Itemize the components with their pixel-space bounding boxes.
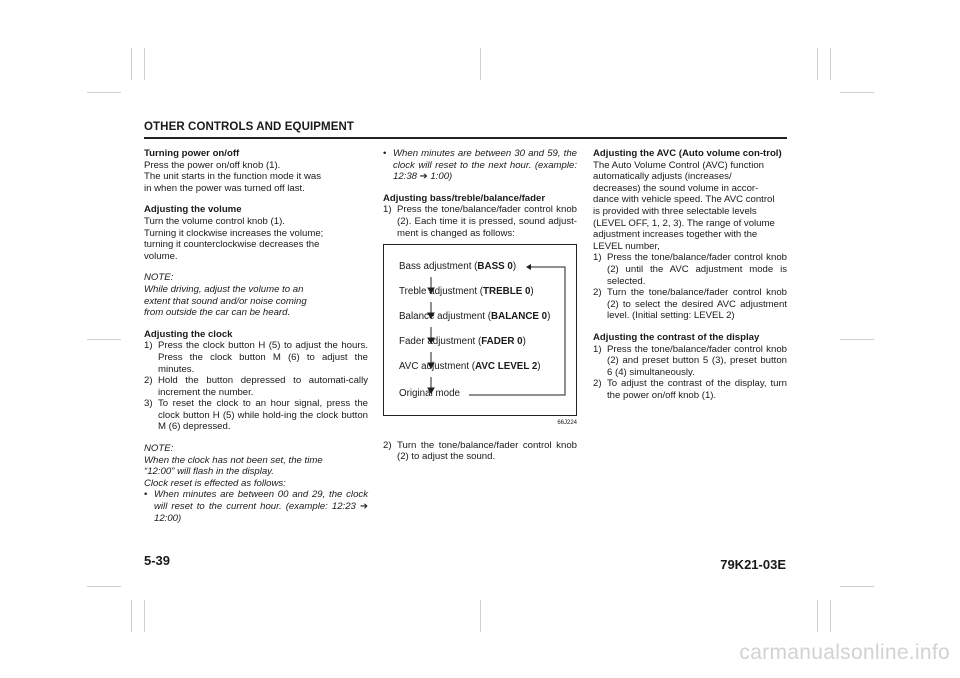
text-line: Press the power on/off knob (1). (144, 159, 281, 171)
text-line: adjustment increases together with the (593, 229, 758, 241)
item-number: 1) (144, 340, 153, 352)
text-line: LEVEL number, (593, 240, 660, 252)
volume-section (144, 204, 368, 262)
volume-heading: Adjusting the volume (144, 204, 242, 216)
crop-mark (480, 600, 481, 632)
item-number: 2) (593, 287, 602, 299)
crop-mark (87, 586, 121, 587)
item-number: 3) (144, 398, 153, 410)
diagram-label-fader: Fader adjustment (FADER 0) (399, 336, 526, 348)
text-line: in when the power was turned off last. (144, 182, 305, 194)
crop-mark (87, 339, 121, 340)
diagram-label-avc: AVC adjustment (AVC LEVEL 2) (399, 361, 541, 373)
text-line: automatically adjusts (increases/ (593, 171, 732, 183)
bullet-dot-icon: • (383, 148, 387, 159)
crop-mark (840, 339, 874, 340)
bullet-dot-icon: • (144, 489, 148, 501)
note-line: extent that sound and/or noise coming (144, 295, 307, 307)
note-line: While driving, adjust the volume to an (144, 283, 304, 295)
watermark: carmanualsonline.info (739, 641, 950, 664)
item-number: 1) (593, 252, 602, 264)
text-line: The unit starts in the function mode it was (144, 171, 322, 183)
list-item (144, 398, 368, 433)
bass-section (383, 193, 577, 239)
item-number: 2) (144, 375, 153, 387)
list-item (593, 344, 787, 379)
item-number: 1) (383, 204, 392, 216)
crop-mark (830, 600, 831, 632)
text-line: Turning it clockwise increases the volume; (144, 227, 324, 239)
item-text: Press the tone/balance/fader control knob (2) and preset button 5 (3), preset button 6 (4) simultaneously. (607, 343, 787, 378)
diagram-label-bass: Bass adjustment (BASS 0) (399, 261, 517, 273)
item-number: 2) (593, 378, 602, 390)
sound-adjustment-diagram (383, 244, 577, 416)
list-item (593, 252, 787, 287)
crop-mark (144, 48, 145, 80)
crop-mark (87, 92, 121, 93)
text-line: The Auto Volume Control (AVC) function (593, 159, 764, 171)
text-line: dance with vehicle speed. The AVC control (593, 194, 775, 206)
diagram-label-original: Original mode (399, 388, 460, 400)
crop-mark (131, 48, 132, 80)
section-title: OTHER CONTROLS AND EQUIPMENT (144, 121, 355, 133)
clock-section (144, 329, 368, 433)
bullet-item (144, 489, 368, 524)
list-item (144, 340, 368, 375)
item-text: Hold the button depressed to automati-cally increment the number. (158, 375, 368, 398)
bullet-text: When minutes are between 30 and 59, the clock will reset to the next hour. (example: 12:38 ➔ 1:00) (393, 148, 577, 183)
item-text: Turn the tone/balance/fader control knob (2) to select the desired AVC adjustment level. (Initial setting: LEVEL 2) (607, 287, 787, 322)
note-title: NOTE: (144, 443, 174, 455)
item-text: Press the clock button H (5) to adjust the hours. Press the clock button M (6) to adjust the minutes. (158, 340, 368, 375)
list-item (383, 204, 577, 239)
crop-mark (817, 600, 818, 632)
text-line: volume. (144, 250, 178, 262)
column-left (144, 148, 368, 534)
crop-mark (840, 586, 874, 587)
clock-heading: Adjusting the clock (144, 328, 233, 340)
crop-mark (144, 600, 145, 632)
list-item (593, 287, 787, 322)
diagram-label-balance: Balance adjustment (BALANCE 0) (399, 311, 551, 323)
note-line: Clock reset is effected as follows: (144, 477, 286, 489)
text-line: turning it counterclockwise decreases the (144, 239, 320, 251)
crop-mark (840, 92, 874, 93)
text-line: (LEVEL OFF, 1, 2, 3). The range of volume (593, 217, 775, 229)
diagram-label-treble: Treble adjustment (TREBLE 0) (399, 286, 534, 298)
document-code: 79K21-03E (720, 557, 786, 572)
note-clock (144, 443, 368, 524)
contrast-heading: Adjusting the contrast of the display (593, 331, 760, 343)
text-line: Turn the volume control knob (1). (144, 215, 285, 227)
item-text: To reset the clock to an hour signal, press the clock button H (5) while hold-ing the clock button M (6) depressed. (158, 398, 368, 433)
item-text: Press the tone/balance/fader control knob (2) until the AVC adjustment mode is selected. (607, 252, 787, 287)
text-line: decreases) the sound volume in accor- (593, 182, 759, 194)
note-volume (144, 272, 368, 318)
note-line: “12:00” will flash in the display. (144, 466, 274, 478)
bass-heading: Adjusting bass/treble/balance/fader (383, 192, 546, 204)
avc-heading: Adjusting the AVC (Auto volume con-trol) (593, 148, 782, 159)
avc-section (593, 148, 787, 322)
note-clock-continued (383, 148, 577, 183)
text-line: is provided with three selectable levels (593, 205, 757, 217)
crop-mark (480, 48, 481, 80)
power-section (144, 148, 368, 194)
column-right (593, 148, 787, 411)
list-item (593, 378, 787, 401)
header-rule (144, 137, 787, 139)
crop-mark (830, 48, 831, 80)
item-text: To adjust the contrast of the display, turn the power on/off knob (1). (607, 378, 787, 401)
item-number: 2) (383, 439, 392, 451)
list-item (144, 375, 368, 398)
power-heading: Turning power on/off (144, 148, 240, 159)
crop-mark (131, 600, 132, 632)
page-number: 5-39 (144, 553, 171, 568)
column-middle (383, 148, 577, 463)
item-number: 1) (593, 343, 602, 355)
list-item (383, 440, 577, 463)
note-line: from outside the car can be heard. (144, 307, 291, 319)
item-text: Turn the tone/balance/fader control knob (2) to adjust the sound. (397, 439, 577, 463)
note-title: NOTE: (144, 272, 174, 284)
figure-code: 66J224 (557, 420, 577, 427)
crop-mark (817, 48, 818, 80)
bullet-text: When minutes are between 00 and 29, the clock will reset to the current hour. (example: 12:23 ➔ 12:00) (154, 489, 368, 524)
bullet-item (383, 148, 577, 183)
item-text: Press the tone/balance/fader control knob (2). Each time it is pressed, sound adjust-ment is changed as follows: (397, 204, 577, 239)
contrast-section (593, 332, 787, 402)
note-line: When the clock has not been set, the time (144, 454, 323, 466)
